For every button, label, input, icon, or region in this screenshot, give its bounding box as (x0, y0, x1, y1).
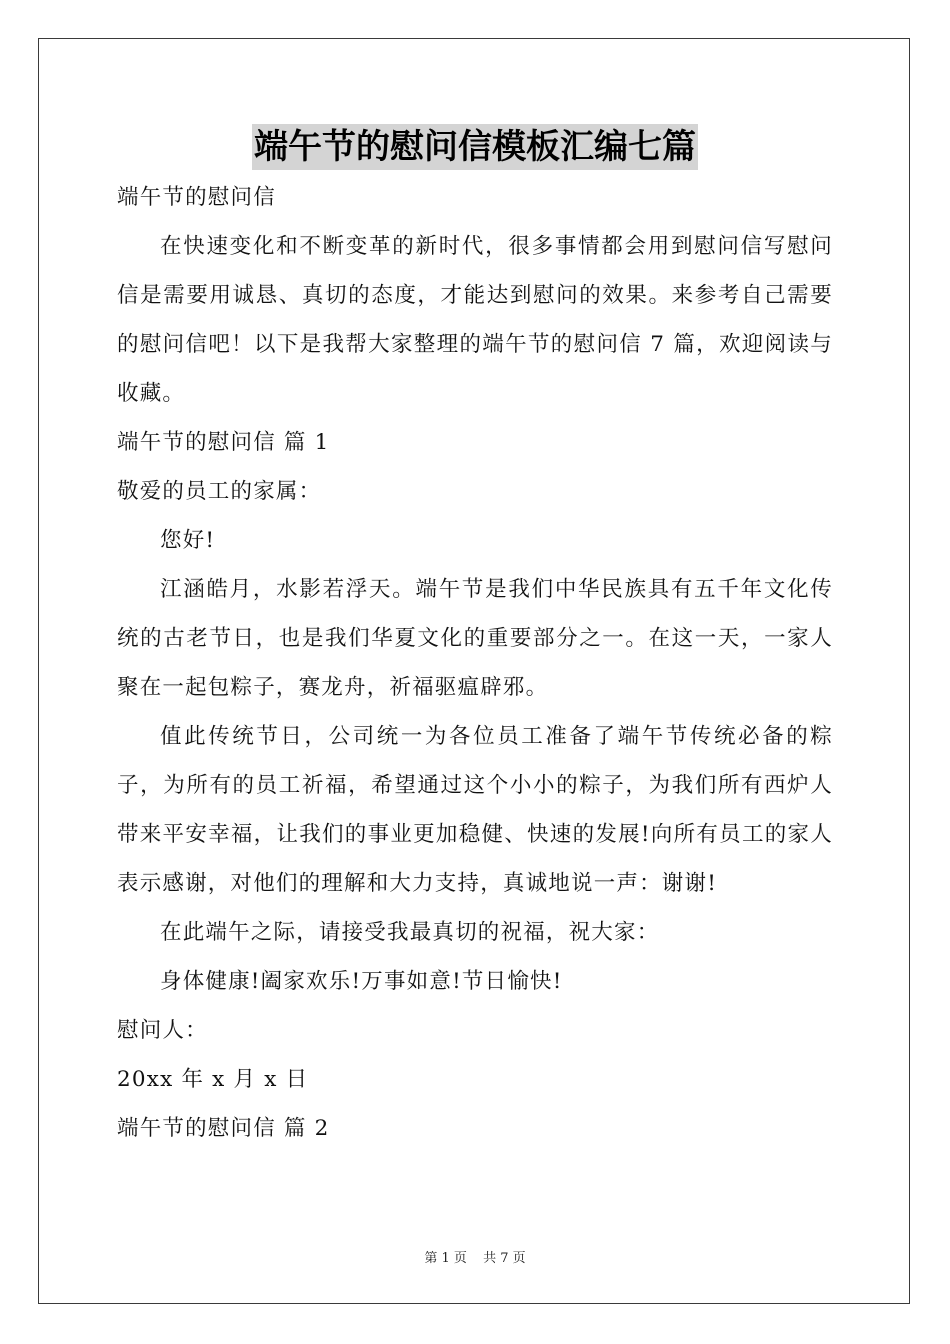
paragraph-4: 身体健康!阖家欢乐!万事如意!节日愉快! (160, 969, 563, 994)
page-number-total: 共 7 页 (483, 1251, 526, 1266)
page-number-current: 第 1 页 (424, 1251, 467, 1266)
paragraph-1: 江涵皓月，水影若浮天。端午节是我们中华民族具有五千年文化传统的古老节日，也是我们华夏文化的重要部分之一。在这一天，一家人聚在一起包粽子，赛龙舟，祈福驱瘟辟邪。 (117, 577, 833, 700)
document-title: 端午节的慰问信模板汇编七篇 (252, 124, 698, 170)
section-heading-1: 端午节的慰问信 篇 1 (117, 430, 330, 455)
subtitle: 端午节的慰问信 (117, 185, 276, 210)
paragraph-2: 值此传统节日，公司统一为各位员工准备了端午节传统必备的粽子，为所有的员工祈福，希望通过这个小小的粽子，为我们所有西炉人带来平安幸福，让我们的事业更加稳健、快速的发展!向所有员工的家人表示感谢，对他们的理解和大力支持，真诚地说一声：谢谢! (117, 724, 833, 896)
title-container (0, 124, 950, 170)
page-footer (0, 1247, 950, 1266)
date-line: 20xx 年 x 月 x 日 (117, 1067, 309, 1092)
intro-paragraph: 在快速变化和不断变革的新时代，很多事情都会用到慰问信写慰问信是需要用诚恳、真切的态度，才能达到慰问的效果。来参考自己需要的慰问信吧！以下是我帮大家整理的端午节的慰问信 7 篇，欢迎阅读与收藏。 (117, 234, 833, 406)
section-heading-2: 端午节的慰问信 篇 2 (117, 1116, 330, 1141)
document-body (117, 173, 833, 1153)
signer-label: 慰问人： (117, 1018, 208, 1043)
salutation: 敬爱的员工的家属： (117, 479, 322, 504)
paragraph-3: 在此端午之际，请接受我最真切的祝福，祝大家： (160, 920, 660, 945)
greeting: 您好! (160, 528, 216, 553)
